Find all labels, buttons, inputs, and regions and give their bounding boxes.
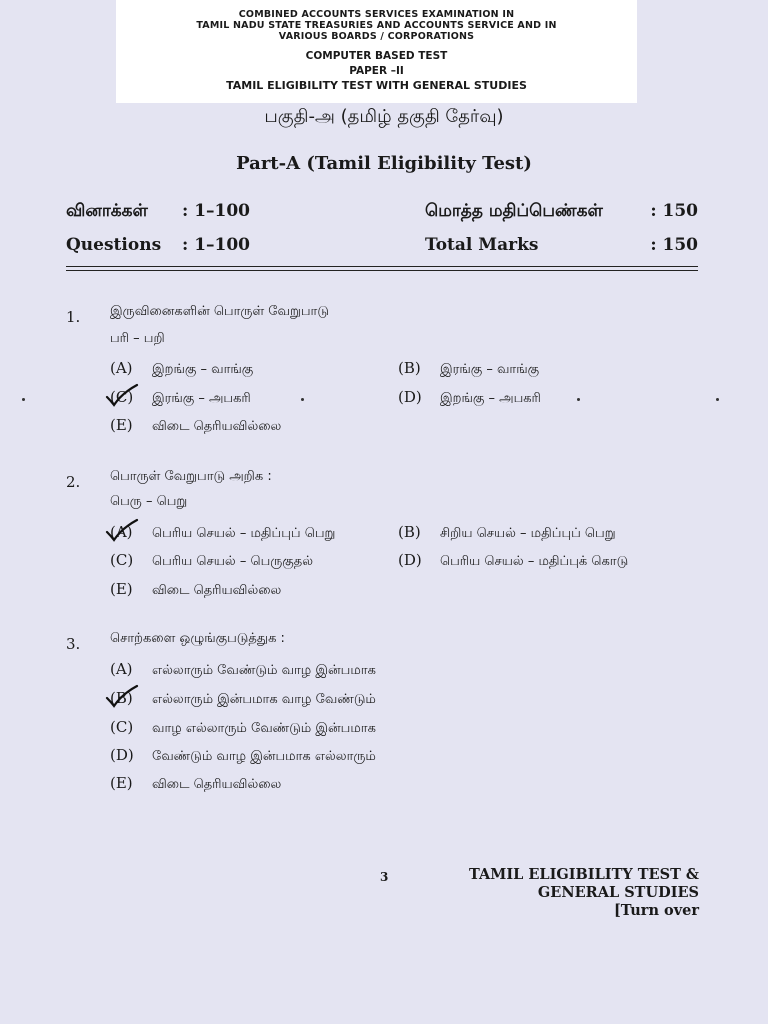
- scan-speck: [22, 398, 25, 401]
- pen-tick-mark-icon: [104, 383, 140, 407]
- pen-tick-mark-icon: [104, 518, 140, 542]
- option-letter: (E): [110, 580, 133, 598]
- option-letter: (A): [110, 359, 133, 377]
- scan-speck: [577, 398, 580, 401]
- questions-value-tamil: : 1–100: [182, 201, 251, 221]
- option-text: இரங்கு – வாங்கு: [440, 362, 540, 377]
- scan-speck: [716, 398, 719, 401]
- option-e[interactable]: [110, 773, 281, 793]
- option-text: சிறிய செயல் – மதிப்புப் பெறு: [440, 526, 616, 541]
- option-text: பெரிய செயல் – மதிப்புப் பெறு: [152, 526, 336, 541]
- option-a[interactable]: [110, 659, 376, 679]
- option-c[interactable]: [110, 387, 251, 407]
- banner-line-5: PAPER –II: [349, 65, 404, 77]
- footer-title-line-1: TAMIL ELIGIBILITY TEST &: [469, 866, 699, 883]
- part-title-english: Part-A (Tamil Eligibility Test): [236, 153, 532, 174]
- page-number: 3: [380, 870, 389, 884]
- part-title-tamil: பகுதி-அ (தமிழ் தகுதி தேர்வு): [264, 106, 504, 127]
- question-prompt: பொருள் வேறுபாடு அறிக :: [110, 469, 272, 484]
- option-c[interactable]: [110, 717, 376, 737]
- divider-rule-bottom: [66, 270, 698, 271]
- turn-over-note: [Turn over: [613, 902, 699, 919]
- pen-tick-mark-icon: [104, 684, 140, 708]
- option-text: பெரிய செயல் – பெருகுதல்: [152, 554, 314, 569]
- question-number: 1.: [66, 308, 81, 326]
- option-b[interactable]: [398, 358, 539, 378]
- option-text: எல்லாரும் இன்பமாக வாழ வேண்டும்: [152, 692, 376, 707]
- option-text: வேண்டும் வாழ இன்பமாக எல்லாரும்: [152, 749, 376, 764]
- banner-line-3: VARIOUS BOARDS / CORPORATIONS: [278, 31, 475, 42]
- banner-line-6: TAMIL ELIGIBILITY TEST WITH GENERAL STUDIES: [226, 79, 527, 92]
- option-letter: (B): [398, 359, 421, 377]
- option-letter: (C): [110, 551, 134, 569]
- question-number: 3.: [66, 635, 81, 653]
- divider-rule-top: [66, 266, 698, 267]
- banner-line-4: COMPUTER BASED TEST: [305, 50, 448, 62]
- option-d[interactable]: [398, 550, 628, 570]
- option-letter: (A): [110, 660, 133, 678]
- marks-value-english: : 150: [650, 235, 698, 255]
- option-text: எல்லாரும் வேண்டும் வாழ இன்பமாக: [152, 663, 376, 678]
- option-text: வாழ எல்லாரும் வேண்டும் இன்பமாக: [152, 721, 376, 736]
- questions-value-english: : 1–100: [182, 235, 251, 255]
- footer-title-line-2: GENERAL STUDIES: [537, 884, 699, 901]
- option-e[interactable]: [110, 415, 281, 435]
- banner-line-1: COMBINED ACCOUNTS SERVICES EXAMINATION IN: [238, 9, 515, 20]
- question-prompt: இருவினைகளின் பொருள் வேறுபாடு: [110, 304, 329, 319]
- question-prompt: சொற்களை ஒழுங்குபடுத்துக :: [110, 631, 285, 646]
- option-letter: (D): [110, 746, 134, 764]
- exam-header-banner: [116, 0, 637, 103]
- question-sub: பெரு – பெறு: [110, 494, 188, 509]
- option-text: இறங்கு – அபகரி: [440, 391, 541, 406]
- marks-label-english: Total Marks: [425, 235, 539, 255]
- option-d[interactable]: [398, 387, 541, 407]
- option-letter: (A): [110, 523, 133, 541]
- option-letter: (C): [110, 388, 134, 406]
- scan-speck: [301, 398, 304, 401]
- option-b[interactable]: [398, 522, 616, 542]
- question-sub: பரி – பறி: [110, 331, 165, 346]
- option-letter: (E): [110, 774, 133, 792]
- option-text: இரங்கு – அபகரி: [152, 391, 251, 406]
- option-e[interactable]: [110, 579, 281, 599]
- questions-label-english: Questions: [66, 235, 162, 255]
- option-letter: (D): [398, 551, 422, 569]
- footer-title: [399, 866, 699, 920]
- option-c[interactable]: [110, 550, 313, 570]
- option-letter: (B): [398, 523, 421, 541]
- option-text: விடை தெரியவில்லை: [152, 777, 282, 792]
- option-text: பெரிய செயல் – மதிப்புக் கொடு: [440, 554, 629, 569]
- option-a[interactable]: [110, 522, 335, 542]
- option-letter: (C): [110, 718, 134, 736]
- option-text: விடை தெரியவில்லை: [152, 419, 282, 434]
- questions-label-tamil: வினாக்கள்: [66, 201, 148, 221]
- marks-value-tamil: : 150: [650, 201, 698, 221]
- marks-label-tamil: மொத்த மதிப்பெண்கள்: [425, 201, 603, 221]
- banner-line-2: TAMIL NADU STATE TREASURIES AND ACCOUNTS SERVICE AND IN: [196, 20, 557, 31]
- option-letter: (B): [110, 689, 133, 707]
- question-number: 2.: [66, 473, 81, 491]
- option-letter: (D): [398, 388, 422, 406]
- option-d[interactable]: [110, 745, 376, 765]
- option-letter: (E): [110, 416, 133, 434]
- option-a[interactable]: [110, 358, 253, 378]
- option-b[interactable]: [110, 688, 376, 708]
- option-text: விடை தெரியவில்லை: [152, 583, 282, 598]
- option-text: இறங்கு – வாங்கு: [152, 362, 254, 377]
